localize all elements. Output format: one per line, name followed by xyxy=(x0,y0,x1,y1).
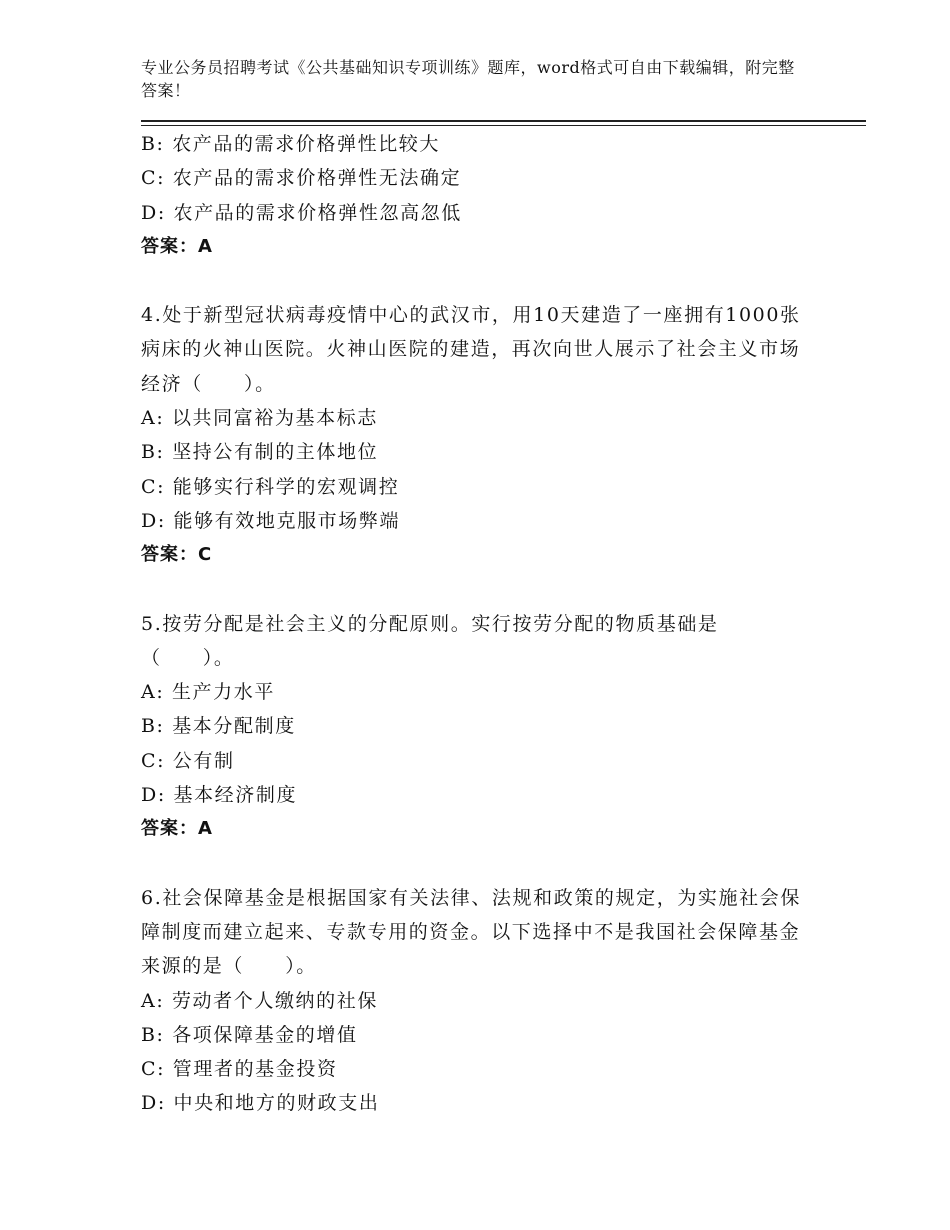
question-6 xyxy=(141,881,821,1121)
question-5 xyxy=(141,607,821,847)
answer-label: 答案：A xyxy=(141,235,213,257)
answer-label: 答案：C xyxy=(141,544,213,566)
answer-label: 答案：A xyxy=(141,818,213,840)
option-b: B: 坚持公有制的主体地位 xyxy=(141,441,379,464)
option-b: B: 农产品的需求价格弹性比较大 xyxy=(141,133,441,155)
document-header: 专业公务员招聘考试《公共基础知识专项训练》题库，word格式可自由下载编辑，附完整答案！ xyxy=(141,58,795,100)
option-d: D: 中央和地方的财政支出 xyxy=(141,1092,380,1115)
option-c: C: 能够实行科学的宏观调控 xyxy=(141,475,400,498)
header-divider xyxy=(141,120,866,122)
spacer xyxy=(141,264,821,298)
option-a: A: 劳动者个人缴纳的社保 xyxy=(141,989,378,1012)
question-stem: 4.处于新型冠状病毒疫情中心的武汉市，用10天建造了一座拥有1000张病床的火神山医院。火神山医院的建造，再次向世人展示了社会主义市场经济（ ）。 xyxy=(141,304,801,395)
option-a: A: 以共同富裕为基本标志 xyxy=(141,407,378,430)
question-3-fragment xyxy=(141,127,821,264)
option-d: D: 基本经济制度 xyxy=(141,784,298,807)
header-divider-thin xyxy=(141,125,866,126)
question-stem: 5.按劳分配是社会主义的分配原则。实行按劳分配的物质基础是（ ）。 xyxy=(141,612,719,669)
question-list xyxy=(141,127,821,1121)
option-d: D: 能够有效地克服市场弊端 xyxy=(141,509,401,532)
spacer xyxy=(141,573,821,607)
question-4 xyxy=(141,298,821,572)
option-c: C: 公有制 xyxy=(141,749,235,772)
option-b: B: 各项保障基金的增值 xyxy=(141,1023,358,1046)
option-c: C: 农产品的需求价格弹性无法确定 xyxy=(141,167,462,190)
question-stem: 6.社会保障基金是根据国家有关法律、法规和政策的规定，为实施社会保障制度而建立起来、专款专用的资金。以下选择中不是我国社会保障基金来源的是（ ）。 xyxy=(141,886,801,978)
option-d: D: 农产品的需求价格弹性忽高忽低 xyxy=(141,201,462,224)
spacer xyxy=(141,847,821,881)
option-b: B: 基本分配制度 xyxy=(141,715,296,738)
option-c: C: 管理者的基金投资 xyxy=(141,1058,338,1081)
option-a: A: 生产力水平 xyxy=(141,681,275,704)
